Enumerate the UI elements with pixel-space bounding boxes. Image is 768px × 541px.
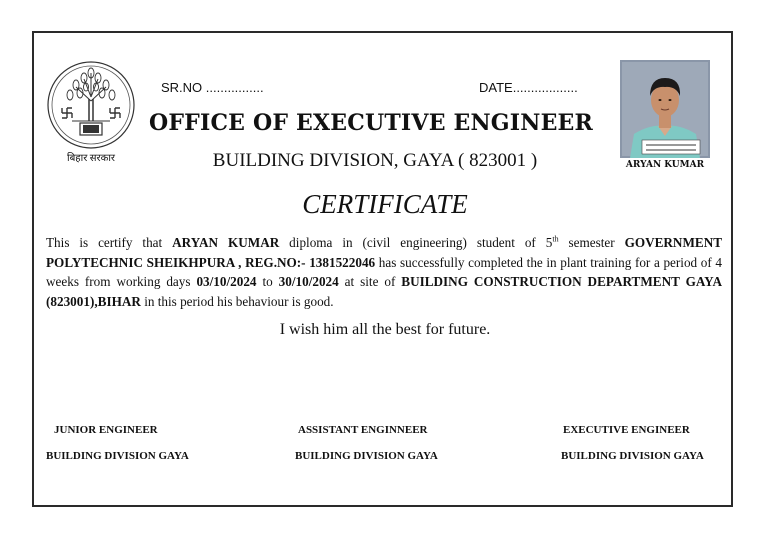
seal-caption: बिहार सरकार (67, 153, 115, 164)
serial-number-field: SR.NO ................ (161, 80, 264, 95)
junior-engineer-division: BUILDING DIVISION GAYA (46, 450, 189, 462)
student-photo-icon (620, 60, 710, 158)
body-text-segment: to (256, 274, 279, 289)
end-date: 30/10/2024 (278, 274, 339, 289)
date-field: DATE.................. (479, 80, 578, 95)
wish-line: I wish him all the best for future. (279, 321, 491, 338)
executive-engineer-division: BUILDING DIVISION GAYA (561, 450, 704, 462)
body-text-segment: in this period his behaviour is good. (140, 293, 334, 309)
department-name: BUILDING CONSTRUCTION DEPARTMENT GAYA (823001),BIHAR (46, 274, 722, 309)
assistant-engineer-division: BUILDING DIVISION GAYA (295, 450, 438, 462)
assistant-engineer-title: ASSISTANT ENGINNEER (298, 424, 428, 436)
junior-engineer-title: JUNIOR ENGINEER (54, 424, 158, 436)
office-title: OFFICE OF EXECUTIVE ENGINEER (148, 110, 594, 136)
college-and-reg: GOVERNMENT POLYTECHNIC SHEIKHPURA , REG.NO:- 1381522046 (46, 235, 723, 270)
ordinal-suffix: th (552, 234, 559, 244)
start-date: 03/10/2024 (196, 274, 257, 289)
body-text-segment: diploma in (civil engineering) student of 5 (279, 235, 553, 250)
body-text-segment: has successfully completed the in plant training for a period of 4 weeks from working days (46, 254, 722, 289)
body-text-segment: semester (558, 235, 625, 250)
certificate-heading: CERTIFICATE (302, 189, 468, 219)
body-text-segment: This is certify that (46, 235, 173, 250)
executive-engineer-title: EXECUTIVE ENGINEER (563, 424, 690, 436)
body-text-segment: at site of (338, 274, 402, 289)
division-subtitle: BUILDING DIVISION, GAYA ( 823001 ) (212, 150, 538, 171)
student-name: ARYAN KUMAR (172, 235, 280, 250)
photo-caption: ARYAN KUMAR (625, 160, 705, 170)
bihar-government-seal-icon (46, 59, 136, 159)
certificate-body (46, 233, 722, 311)
